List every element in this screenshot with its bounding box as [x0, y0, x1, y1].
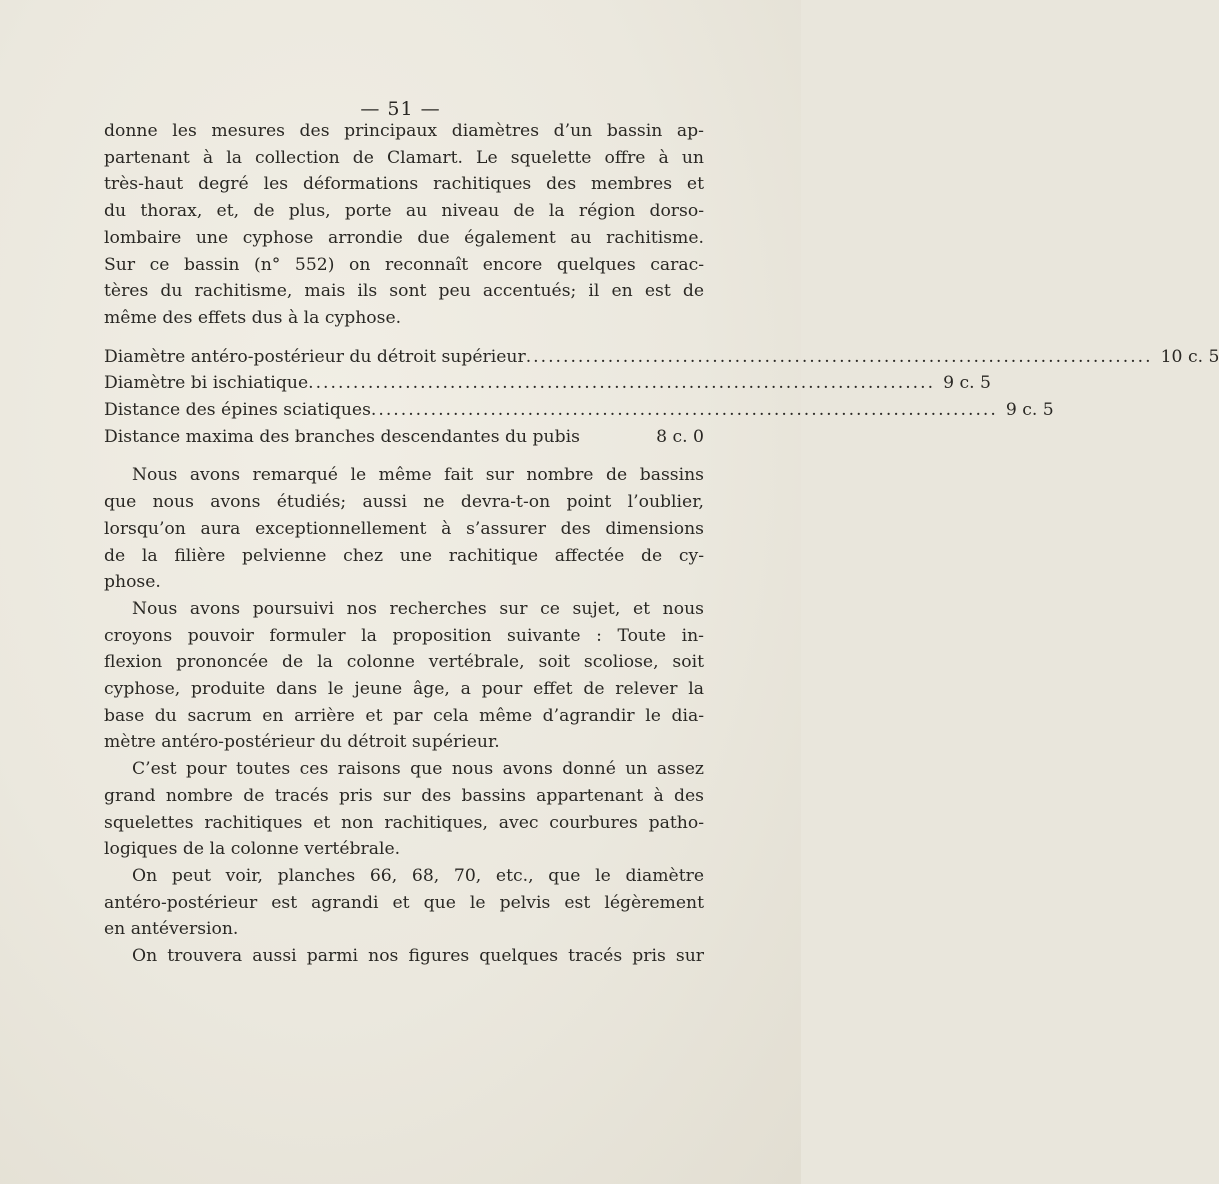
text-line: antéro-postérieur est agrandi et que le pelvis est légèrement: [104, 892, 704, 913]
paragraph-5: [104, 863, 704, 943]
text-line: donne les mesures des principaux diamètres d’un bassin ap-: [104, 121, 704, 141]
text-line: de la filière pelvienne chez une rachitique affectée de cy-: [104, 545, 704, 566]
text-line: du thorax, et, de plus, porte au niveau de la région dorso-: [104, 201, 704, 222]
measurement-row: Diamètre bi ischiatique .................................................................................... 9 c. 5: [104, 370, 704, 397]
page-body: [104, 118, 1219, 970]
text-line: mètre antéro-postérieur du détroit supérieur.: [104, 732, 500, 753]
paragraph-4: [104, 756, 704, 863]
text-line: tères du rachitisme, mais ils sont peu accentués; il en est de: [104, 281, 704, 302]
text-line: cyphose, produite dans le jeune âge, a pour effet de relever la: [104, 679, 704, 700]
text-line: grand nombre de tracés pris sur des bassins appartenant à des: [104, 785, 704, 806]
text-line: On peut voir, planches 66, 68, 70, etc., que le diamètre: [132, 865, 704, 886]
paragraph-1: [104, 118, 704, 332]
text-line: en antéversion.: [104, 919, 239, 940]
text-line: Sur ce bassin (n° 552) on reconnaît encore quelques carac-: [104, 254, 704, 275]
measurement-row: Distance des épines sciatiques .................................................................................... 9 c. 5: [104, 397, 704, 424]
text-line: lorsqu’on aura exceptionnellement à s’assurer des dimensions: [104, 518, 704, 539]
measurement-row: Diamètre antéro-postérieur du détroit supérieur .................................................................................... 10 c. 5: [104, 344, 704, 371]
text-line: logiques de la colonne vertébrale.: [104, 839, 401, 860]
text-line: lombaire une cyphose arrondie due également au rachitisme.: [104, 227, 704, 248]
text-line: croyons pouvoir formuler la proposition suivante : Toute in-: [104, 625, 704, 646]
text-line: base du sacrum en arrière et par cela même d’agrandir le dia-: [104, 705, 704, 726]
paragraph-3: [104, 596, 704, 756]
text-line: Nous avons poursuivi nos recherches sur ce sujet, et nous: [132, 598, 704, 619]
measurement-row: [104, 424, 704, 451]
text-line: Nous avons remarqué le même fait sur nombre de bassins: [132, 465, 704, 486]
measurement-value: 9 c. 5: [1005, 400, 1054, 421]
page-number: — 51 —: [360, 98, 441, 120]
text-line: très-haut degré les déformations rachitiques des membres et: [104, 174, 704, 195]
measurement-label: Distance maxima des branches descendantes du pubis: [104, 426, 580, 447]
measurement-label: Diamètre antéro-postérieur du détroit supérieur: [104, 346, 526, 367]
text-line: flexion prononcée de la colonne vertébrale, soit scoliose, soit: [104, 652, 704, 673]
measurement-value: 9 c. 5: [943, 373, 991, 394]
paragraph-2: [104, 462, 704, 596]
paragraph-6: [104, 943, 704, 970]
text-line: phose.: [104, 572, 161, 593]
measurement-value: 8 c. 0: [656, 426, 704, 447]
text-line: squelettes rachitiques et non rachitiques, avec courbures patho-: [104, 812, 704, 833]
text-line: partenant à la collection de Clamart. Le squelette offre à un: [104, 147, 704, 168]
measurement-value: 10 c. 5: [1160, 346, 1219, 367]
text-line: On trouvera aussi parmi nos figures quelques tracés pris sur: [132, 946, 704, 967]
measurements-table: [104, 344, 1219, 451]
measurement-label: Distance des épines sciatiques: [104, 400, 371, 421]
measurement-label: Diamètre bi ischiatique: [104, 373, 309, 394]
text-line: même des effets dus à la cyphose.: [104, 307, 402, 328]
text-line: C’est pour toutes ces raisons que nous avons donné un assez: [132, 759, 704, 780]
text-line: que nous avons étudiés; aussi ne devra-t-on point l’oublier,: [104, 492, 704, 513]
